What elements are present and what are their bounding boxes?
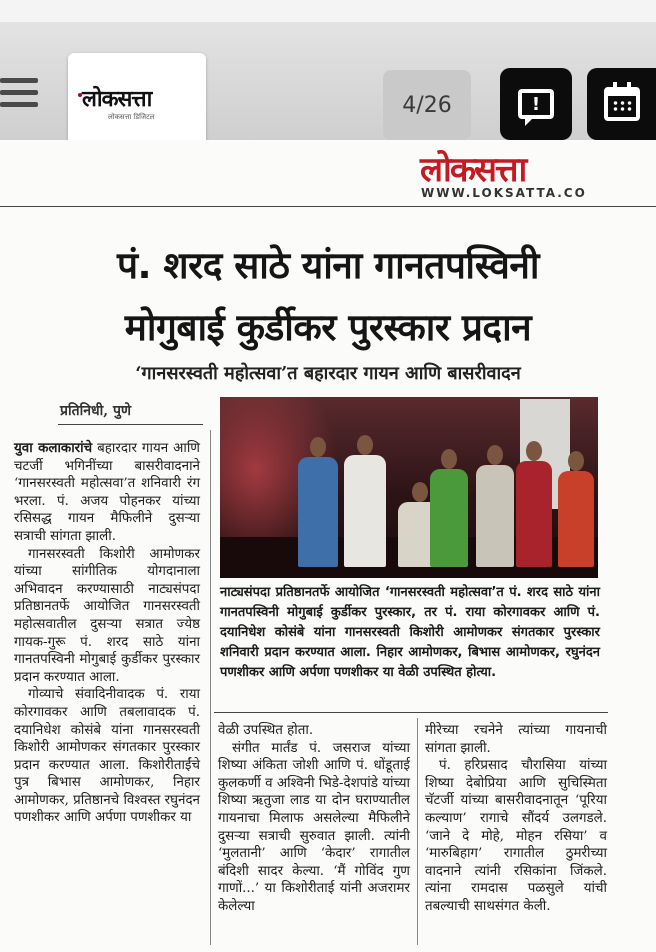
person-figure [558,471,594,567]
headline-line-2: मोगुबाई कुर्डीकर पुरस्कार प्रदान [124,306,532,349]
paragraph: संगीत मार्तंड पं. जसराज यांच्या शिष्या अंकिता जोशी आणि पं. धोंडूताई कुलकर्णी व अश्विनी भिडे-देशपांडे यांच्या शिष्या ऋतुजा लाड या दोन घराण्यातील गायनाचा मिलाफ असलेल्या मैफिलीने दुसऱ्या सत्राची सुरुवात झाली. त्यांनी ‘मुलतानी’ आणि ‘केदार’ रागातील बंदिशी सादर केल्या. ‘मैं गोविंद गुण गाणों...’ या किशोरीताई यांनी अजरामर केलेल्या [218,740,410,914]
app-toolbar [0,22,656,140]
paragraph: वेळी उपस्थित होता. [218,723,314,738]
subheadline: ‘गानसरस्वती महोत्सवा’त बहारदार गायन आणि बासरीवादन [135,363,521,384]
person-figure [476,465,514,567]
award-ceremony-photo[interactable] [220,397,598,578]
person-figure [344,455,386,567]
paragraph: गोव्याचे संवादिनीवादक पं. राया कोरगावकर आणि तबलावादक पं. दयानिधेश कोसंबे यांना गानसरस्वती किशोरी आमोणकर संगतकार पुरस्कार प्रदान करण्यात आला. किशोरीताईंचे पुत्र बिभास आमोणकर, निहार आमोणकर, प्रतिष्ठानचे विश्वस्त रघुनंदन पणशीकर आणि अर्पणा पणशीकर या [14,687,200,826]
paragraph: गानसरस्वती किशोरी आमोणकर यांच्या सांगीतिक योगदानाला अभिवादन करण्यासाठी नाट्यसंपदा प्रतिष्ठानतर्फे आयोजित गानसरस्वती महोत्सवातील दुसऱ्या सत्रात ज्येष्ठ गायक-गुरू पं. शरद साठे यांना गानतपस्विनी मोगुबाई कुर्डीकर पुरस्कार प्रदान करण्यात आला. [14,546,200,685]
calendar-icon [604,87,640,121]
article-column-1 [14,440,200,827]
person-figure [298,457,338,567]
comment-button[interactable] [500,68,572,140]
masthead-divider [0,206,656,207]
publication-logo-card[interactable] [68,53,206,145]
headline-line-1: पं. शरद साठे यांना गानतपस्विनी [116,244,539,287]
publication-logo: लोकसत्ता [82,87,152,112]
article-column-2 [218,722,410,916]
person-figure [430,469,468,567]
paragraph: मीरेच्या रचनेने त्यांच्या गायनाची सांगता झाली. [425,723,607,756]
newspaper-masthead: लोकसत्ता [420,150,526,190]
column-divider [210,430,211,945]
person-figure [516,461,552,567]
paragraph: पं. हरिप्रसाद चौरासिया यांच्या शिष्या देबोप्रिया आणि सुचिस्मिता चॅटर्जी यांच्या बासरीवादनातून ‘पूरिया कल्याण’ रागाचे सौंदर्य उलगडले. ‘जाने दे मोहे, मोहन रसिया’ व ‘मारुबिहाग’ रागातील ठुमरीच्या वादनाने त्यांनी रसिकांना जिंकले. त्यांना रामदास पळसुले यांची तबल्याची साथसंगत केली. [425,758,607,914]
page-counter[interactable]: 4/26 [383,70,471,140]
status-bar [0,0,656,22]
site-url: WWW.LOKSATTA.CO [421,186,587,200]
comment-alert-icon: ! [518,89,554,119]
hamburger-menu-icon[interactable] [0,78,38,112]
byline: प्रतिनिधी, पुणे [60,403,132,419]
lead-text: युवा कलाकारांचे [14,440,93,456]
paragraph: युवा कलाकारांचे बहारदार गायन आणि चटर्जी भगिनींच्या बासरीवादनाने ‘गानसरस्वती महोत्सवा’त शनिवारी रंग भरला. पं. अजय पोहनकर यांच्या रसिसद्ध गायन मैफिलीने दुसऱ्या सत्राची सांगता झाली. [14,440,200,544]
publication-logo-tagline: लोकसत्ता डिजिटल [108,113,155,121]
column-divider [417,718,418,945]
calendar-button[interactable] [587,68,656,140]
byline-divider [58,424,203,425]
article-column-3 [425,722,607,916]
photo-caption: नाट्यसंपदा प्रतिष्ठानतर्फे आयोजित ‘गानसरस्वती महोत्सवा’त पं. शरद साठे यांना गानतपस्विनी मोगुबाई कुर्डीकर पुरस्कार, तर पं. राया कोरगावकर आणि पं. दयानिधेश कोसंबे यांना गानसरस्वती किशोरी आमोणकर संगतकार पुरस्कार शनिवारी प्रदान करण्यात आला. निहार आमोणकर, बिभास आमोणकर, रघुनंदन पणशीकर आणि अर्पणा पणशीकर या वेळी उपस्थित होत्या. [220,585,600,680]
caption-divider [214,712,608,713]
